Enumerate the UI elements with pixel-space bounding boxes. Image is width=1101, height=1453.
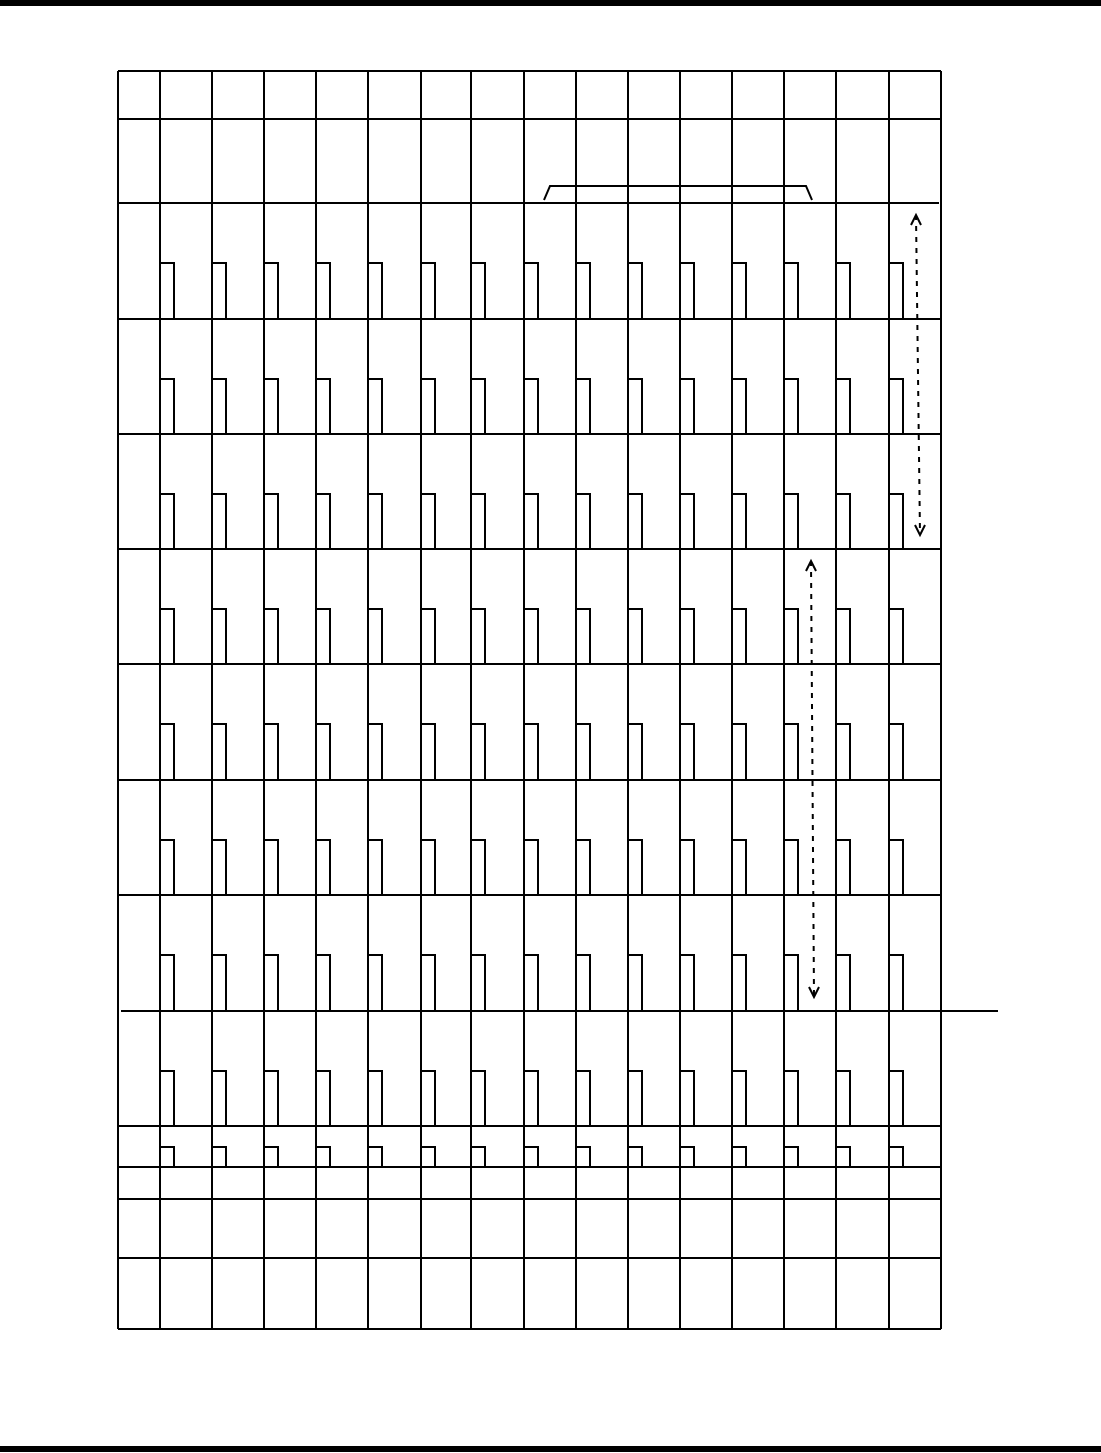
pulse-waveform <box>836 263 850 319</box>
pulse-waveform <box>212 724 226 780</box>
pulse-waveform <box>784 724 798 780</box>
pulse-waveform <box>471 263 485 319</box>
pulse-waveform <box>212 1071 226 1126</box>
pulse-waveform <box>628 1147 642 1167</box>
pulse-waveform <box>524 1147 538 1167</box>
pulse-waveform <box>421 955 435 1011</box>
pulse-waveform <box>680 609 694 664</box>
pulse-waveform <box>576 840 590 895</box>
pulse-waveform <box>421 263 435 319</box>
pulse-waveform <box>421 1071 435 1126</box>
pulse-waveform <box>264 724 278 780</box>
pulse-waveform <box>421 379 435 434</box>
pulse-waveform <box>316 609 330 664</box>
pulse-waveform <box>421 840 435 895</box>
pulse-waveform <box>212 379 226 434</box>
pulse-waveform <box>732 379 746 434</box>
pulse-waveform <box>628 955 642 1011</box>
pulse-waveform <box>836 955 850 1011</box>
pulse-waveform <box>576 1071 590 1126</box>
pulse-waveform <box>784 1071 798 1126</box>
dashed-double-arrow-line <box>916 215 920 535</box>
pulse-waveform <box>524 379 538 434</box>
pulse-waveform <box>836 840 850 895</box>
pulse-waveform <box>471 840 485 895</box>
pulse-waveform <box>368 724 382 780</box>
pulse-waveform <box>889 955 903 1011</box>
pulse-waveform <box>316 955 330 1011</box>
pulse-waveform <box>784 263 798 319</box>
pulse-waveform <box>628 494 642 549</box>
pulse-waveform <box>316 1071 330 1126</box>
group-bracket <box>544 186 812 200</box>
pulse-waveform <box>680 955 694 1011</box>
pulse-waveform <box>576 1147 590 1167</box>
pulse-waveform <box>628 263 642 319</box>
pulse-waveform <box>628 609 642 664</box>
pulse-waveform <box>576 609 590 664</box>
pulse-waveform <box>421 724 435 780</box>
pulse-waveform <box>316 724 330 780</box>
pulse-waveform <box>160 494 174 549</box>
pulse-waveform <box>368 494 382 549</box>
pulse-waveform <box>160 1147 174 1167</box>
pulse-waveform <box>212 263 226 319</box>
pulse-waveform <box>889 1147 903 1167</box>
pulse-waveform <box>732 494 746 549</box>
pulse-waveform <box>316 840 330 895</box>
pulse-waveform <box>576 263 590 319</box>
pulse-waveform <box>524 494 538 549</box>
pulse-waveform <box>628 724 642 780</box>
pulse-waveform <box>680 1147 694 1167</box>
pulse-waveform <box>368 955 382 1011</box>
pulse-waveform <box>784 955 798 1011</box>
pulse-waveform <box>160 840 174 895</box>
pulse-waveform <box>212 609 226 664</box>
pulse-waveform <box>576 494 590 549</box>
pulse-waveform <box>732 840 746 895</box>
pulse-waveform <box>576 724 590 780</box>
pulse-waveform <box>784 1147 798 1167</box>
pulse-waveform <box>471 724 485 780</box>
pulse-waveform <box>680 1071 694 1126</box>
pulse-waveform <box>368 609 382 664</box>
pulse-waveform <box>160 379 174 434</box>
pulse-waveform <box>421 1147 435 1167</box>
pulse-waveform <box>160 955 174 1011</box>
pulse-waveform <box>732 724 746 780</box>
pulse-waveform <box>160 1071 174 1126</box>
pulse-waveform <box>680 724 694 780</box>
pulse-waveform <box>524 609 538 664</box>
pulse-waveform <box>836 724 850 780</box>
pulse-waveform <box>160 609 174 664</box>
pulse-waveform <box>680 840 694 895</box>
pulse-waveform <box>212 1147 226 1167</box>
pulse-waveform <box>212 840 226 895</box>
pulse-waveform <box>576 379 590 434</box>
pulse-waveform <box>680 263 694 319</box>
pulse-waveform <box>836 1071 850 1126</box>
pulse-waveform <box>524 955 538 1011</box>
pulse-waveform <box>784 379 798 434</box>
pulse-waveform <box>471 609 485 664</box>
pulse-waveform <box>889 840 903 895</box>
pulse-waveform <box>212 494 226 549</box>
pulse-waveform <box>368 1071 382 1126</box>
pulse-waveform <box>368 1147 382 1167</box>
pulse-waveform <box>784 609 798 664</box>
pulse-waveform <box>212 955 226 1011</box>
pulse-waveform <box>732 263 746 319</box>
pulse-waveform <box>889 609 903 664</box>
pulse-waveform <box>524 724 538 780</box>
pulse-waveform <box>680 494 694 549</box>
pulse-waveform <box>628 379 642 434</box>
pulse-waveform <box>421 609 435 664</box>
pulse-waveform <box>836 494 850 549</box>
pulse-waveform <box>264 1147 278 1167</box>
pulse-waveform <box>836 609 850 664</box>
pulse-waveform <box>316 494 330 549</box>
pulse-waveform <box>471 494 485 549</box>
pulse-waveform <box>471 1147 485 1167</box>
pulse-waveform <box>264 379 278 434</box>
pulse-waveform <box>264 263 278 319</box>
pulse-waveform <box>576 955 590 1011</box>
pulse-waveform <box>680 379 694 434</box>
pulse-waveform <box>889 379 903 434</box>
pulse-waveform <box>889 263 903 319</box>
pulse-waveform <box>784 494 798 549</box>
pulse-waveform <box>471 379 485 434</box>
pulse-waveform <box>889 724 903 780</box>
pulse-waveform <box>889 494 903 549</box>
pulse-waveform <box>264 955 278 1011</box>
pulse-waveform <box>628 1071 642 1126</box>
pulse-waveform <box>524 1071 538 1126</box>
pulse-waveform <box>784 840 798 895</box>
pulse-waveform <box>160 724 174 780</box>
pulse-waveform <box>732 609 746 664</box>
pulse-waveform <box>889 1071 903 1126</box>
pulse-waveform <box>471 1071 485 1126</box>
pulse-waveform <box>368 263 382 319</box>
pulse-waveform <box>524 840 538 895</box>
pulse-waveform <box>628 840 642 895</box>
pulse-waveform <box>160 263 174 319</box>
pulse-waveform <box>732 955 746 1011</box>
pulse-waveform <box>524 263 538 319</box>
pulse-waveform <box>368 379 382 434</box>
pulse-waveform <box>316 1147 330 1167</box>
pulse-waveform <box>264 609 278 664</box>
pulse-waveform <box>264 840 278 895</box>
pulse-waveform <box>471 955 485 1011</box>
pulse-waveform <box>264 1071 278 1126</box>
pulse-waveform <box>316 263 330 319</box>
pulse-waveform <box>732 1071 746 1126</box>
pulse-waveform <box>421 494 435 549</box>
pulse-waveform <box>368 840 382 895</box>
pulse-waveform <box>316 379 330 434</box>
pulse-waveform <box>836 379 850 434</box>
pulse-waveform <box>836 1147 850 1167</box>
pulse-waveform <box>732 1147 746 1167</box>
pulse-waveform <box>264 494 278 549</box>
